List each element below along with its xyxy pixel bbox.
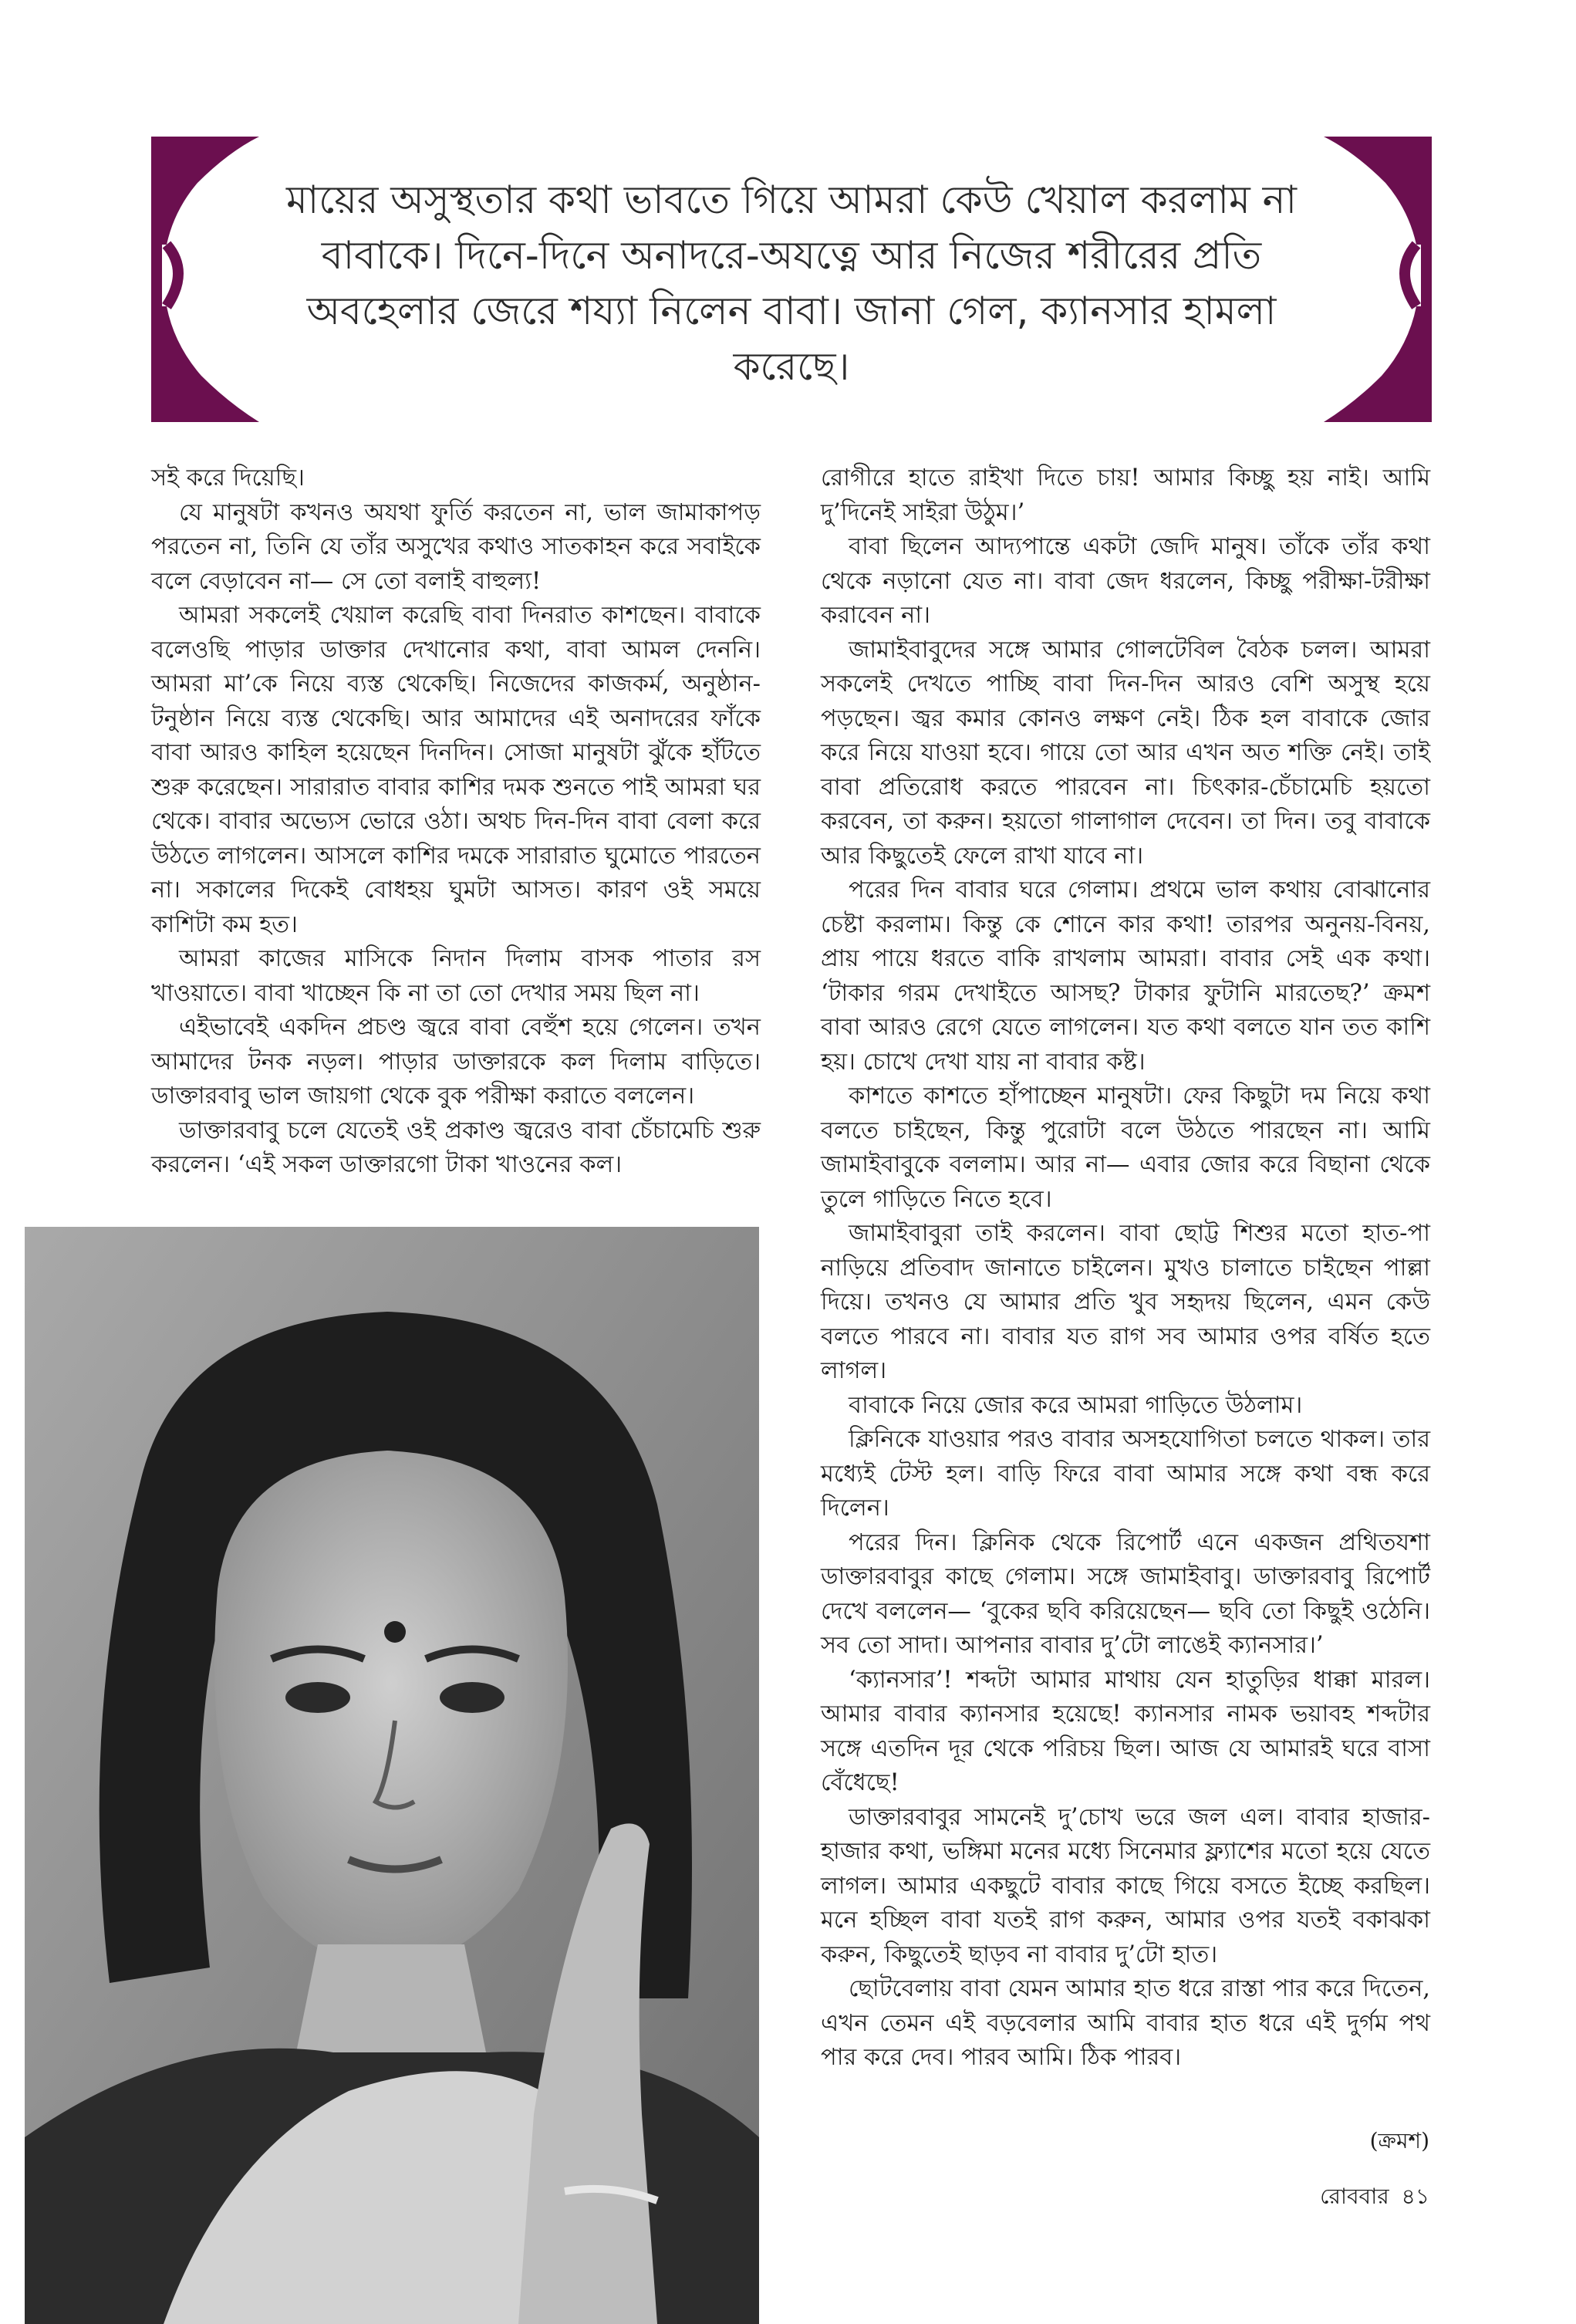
paragraph: ক্লিনিকে যাওয়ার পরও বাবার অসহযোগিতা চলতে থাকল। তার মধ্যেই টেস্ট হল। বাড়ি ফিরে বাবা আমার সঙ্গে কথা বন্ধ করে দিলেন। xyxy=(821,1426,1430,1522)
paragraph: ছোটবেলায় বাবা যেমন আমার হাত ধরে রাস্তা পার করে দিতেন, এখন তেমন এই বড়বেলার আমি বাবার হাত ধরে এই দুর্গম পথ পার করে দেব। পারব আমি। ঠিক পারব। xyxy=(821,1975,1430,2071)
paragraph: জামাইবাবুরা তাই করলেন। বাবা ছোট্ট শিশুর মতো হাত-পা নাড়িয়ে প্রতিবাদ জানাতে চাইলেন। মুখও চালাতে চাইছেন পাল্লা দিয়ে। তখনও যে আমার প্রতি খুব সহৃদয় ছিলেন, এমন কেউ বলতে পারবে না। বাবার যত রাগ সব আমার ওপর বর্ষিত হতে লাগল। xyxy=(821,1220,1430,1384)
paragraph: বাবাকে নিয়ে জোর করে আমরা গাড়িতে উঠলাম। xyxy=(849,1391,1303,1419)
pull-quote-text: মায়ের অসুস্থতার কথা ভাবতে গিয়ে আমরা কেউ খেয়াল করলাম না বাবাকে। দিনে-দিনে অনাদরে-অযত্নে আর নিজের শরীরের প্রতি অবহেলার জেরে শয্যা নিলেন বাবা। জানা গেল, ক্যানসার হামলা করেছে। xyxy=(286,177,1297,389)
paragraph: ডাক্তারবাবুর সামনেই দু’চোখ ভরে জল এল। বাবার হাজার-হাজার কথা, ভঙ্গিমা মনের মধ্যে সিনেমার ফ্ল্যাশের মতো হয়ে যেতে লাগল। আমার একছুটে বাবার কাছে গিয়ে বসতে ইচ্ছে করছিল। মনে হচ্ছিল বাবা যতই রাগ করুন, আমার ওপর যতই বকাঝকা করুন, কিছুতেই ছাড়ব না বাবার দু’টো হাত। xyxy=(821,1803,1430,1968)
page-footer xyxy=(1320,2180,1429,2216)
paragraph: জামাইবাবুদের সঙ্গে আমার গোলটেবিল বৈঠক চলল। আমরা সকলেই দেখতে পাচ্ছি বাবা দিন-দিন আরও বেশি অসুস্থ হয়ে পড়ছেন। জ্বর কমার কোনও লক্ষণ নেই। ঠিক হল বাবাকে জোর করে নিয়ে যাওয়া হবে। গায়ে তো আর এখন অত শক্তি নেই। তাই বাবা প্রতিরোধ করতে পারবেন না। চিৎকার-চেঁচামেচি হয়তো করবেন, তা করুন। হয়তো গালাগাল দেবেন। তা দিন। তবু বাবাকে আর কিছুতেই ফেলে রাখা যাবে না। xyxy=(821,636,1430,870)
paragraph: সই করে দিয়েছি। xyxy=(151,464,305,491)
paragraph: বাবা ছিলেন আদ্যপান্তে একটা জেদি মানুষ। তাঁকে তাঁর কথা থেকে নড়ানো যেত না। বাবা জেদ ধরলেন, কিচ্ছু পরীক্ষা-টরীক্ষা করাবেন না। xyxy=(821,533,1430,629)
article-photo xyxy=(25,1227,759,2324)
paragraph: কাশতে কাশতে হাঁপাচ্ছেন মানুষটা। ফের কিছুটা দম নিয়ে কথা বলতে চাইছেন, কিন্তু পুরোটা বলে উঠতে পারছেন না। আমি জামাইবাবুকে বললাম। আর না— এবার জোর করে বিছানা থেকে তুলে গাড়িতে নিতে হবে। xyxy=(821,1083,1430,1213)
paragraph: পরের দিন। ক্লিনিক থেকে রিপোর্ট এনে একজন প্রথিতযশা ডাক্তারবাবুর কাছে গেলাম। সঙ্গে জামাইবাবু। ডাক্তারবাবু রিপোর্ট দেখে বললেন— ‘বুকের ছবি করিয়েছেন— ছবি তো কিছুই ওঠেনি। সব তো সাদা। আপনার বাবার দু’টো লাঙেই ক্যানসার।’ xyxy=(821,1529,1430,1659)
article-column-left xyxy=(151,461,761,1183)
paragraph: ‘ক্যানসার’! শব্দটা আমার মাথায় যেন হাতুড়ির ধাক্কা মারল। আমার বাবার ক্যানসার হয়েছে! ক্যানসার নামক ভয়াবহ শব্দটার সঙ্গে এতদিন দূর থেকে পরিচয় ছিল। আজ যে আমারই ঘরে বাসা বেঁধেছে! xyxy=(821,1666,1430,1796)
paragraph: আমরা কাজের মাসিকে নিদান দিলাম বাসক পাতার রস খাওয়াতে। বাবা খাচ্ছেন কি না তা তো দেখার সময় ছিল না। xyxy=(151,945,761,1007)
footer-section-name: রোববার xyxy=(1320,2184,1389,2209)
portrait-photo-illustration xyxy=(25,1227,759,2324)
article-column-right xyxy=(821,461,1430,2076)
continued-label: (ক্রমশ) xyxy=(1369,2128,1429,2153)
pull-quote-box xyxy=(151,137,1432,422)
paragraph: আমরা সকলেই খেয়াল করেছি বাবা দিনরাত কাশছেন। বাবাকে বলেওছি পাড়ার ডাক্তার দেখানোর কথা, বাবা আমল দেননি। আমরা মা’কে নিয়ে ব্যস্ত থেকেছি। নিজেদের কাজকর্ম, অনুষ্ঠান-টনুষ্ঠান নিয়ে ব্যস্ত থেকেছি। আর আমাদের এই অনাদরের ফাঁকে বাবা আরও কাহিল হয়েছেন দিনদিন। সোজা মানুষটা ঝুঁকে হাঁটতে শুরু করেছেন। সারারাত বাবার কাশির দমক শুনতে পাই আমরা ঘর থেকে। বাবার অভ্যেস ভোরে ওঠা। অথচ দিন-দিন বাবা বেলা করে উঠতে লাগলেন। আসলে কাশির দমকে সারারাত ঘুমোতে পারতেন না। সকালের দিকেই বোধহয় ঘুমটা আসত। কারণ ওই সময়ে কাশিটা কম হত। xyxy=(151,602,761,938)
paragraph: এইভাবেই একদিন প্রচণ্ড জ্বরে বাবা বেহুঁশ হয়ে গেলেন। তখন আমাদের টনক নড়ল। পাড়ার ডাক্তারকে কল দিলাম বাড়িতে। ডাক্তারবাবু ভাল জায়গা থেকে বুক পরীক্ষা করাতে বললেন। xyxy=(151,1014,761,1110)
paragraph: যে মানুষটা কখনও অযথা ফুর্তি করতেন না, ভাল জামাকাপড় পরতেন না, তিনি যে তাঁর অসুখের কথাও সাতকাহন করে সবাইকে বলে বেড়াবেন না— সে তো বলাই বাহুল্য! xyxy=(151,498,761,595)
paragraph: পরের দিন বাবার ঘরে গেলাম। প্রথমে ভাল কথায় বোঝানোর চেষ্টা করলাম। কিন্তু কে শোনে কার কথা! তারপর অনুনয়-বিনয়, প্রায় পায়ে ধরতে বাকি রাখলাম আমরা। বাবার সেই এক কথা। ‘টাকার গরম দেখাইতে আসছ? টাকার ফুটানি মারতেছ?’ ক্রমশ বাবা আরও রেগে যেতে লাগলেন। যত কথা বলতে যান তত কাশি হয়। চোখে দেখা যায় না বাবার কষ্ট। xyxy=(821,877,1430,1076)
page-number: ৪১ xyxy=(1401,2184,1429,2209)
paragraph: রোগীরে হাতে রাইখা দিতে চায়! আমার কিচ্ছু হয় নাই। আমি দু’দিনেই সাইরা উঠুম।’ xyxy=(821,464,1430,526)
paragraph: ডাক্তারবাবু চলে যেতেই ওই প্রকাণ্ড জ্বরেও বাবা চেঁচামেচি শুরু করলেন। ‘এই সকল ডাক্তারগো টাকা খাওনের কল। xyxy=(151,1116,761,1178)
